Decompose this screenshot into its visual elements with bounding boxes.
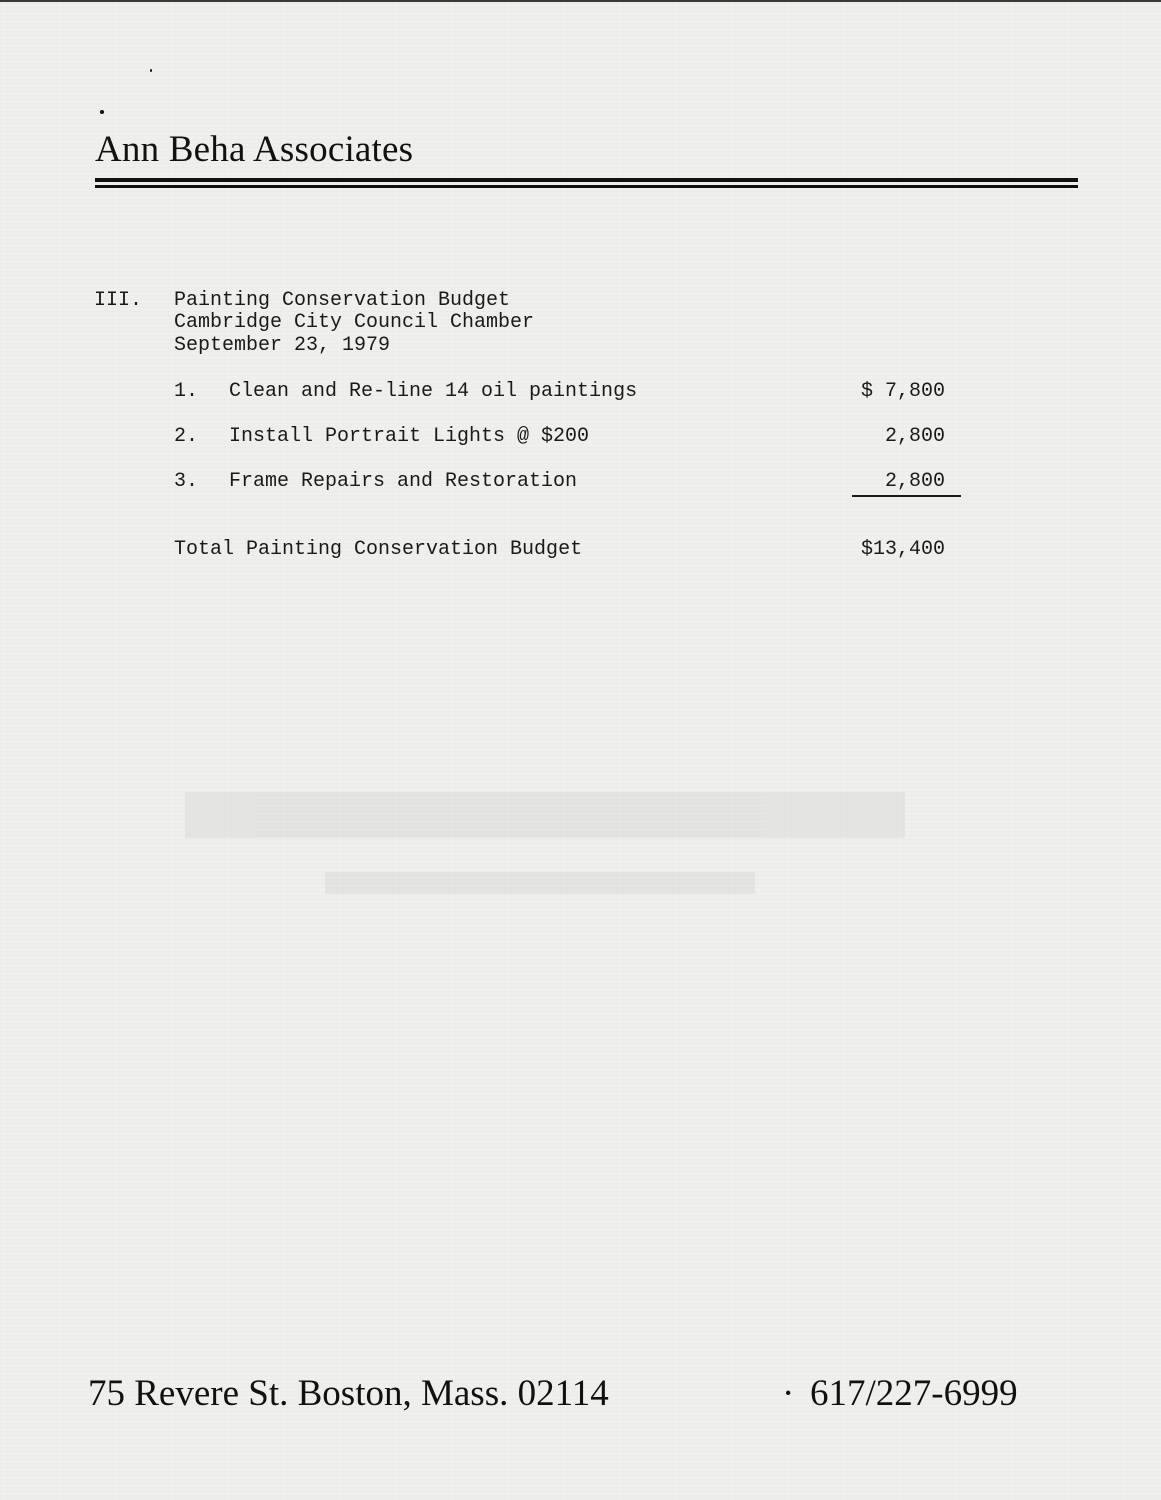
document-page <box>0 2 1161 1500</box>
section-date: September 23, 1979 <box>174 334 391 357</box>
letterhead-firm-name: Ann Beha Associates <box>95 129 414 170</box>
letterhead-rule-bottom <box>95 185 1078 188</box>
item-number: 2. <box>174 425 199 448</box>
section-number: III. <box>94 289 143 312</box>
item-description: Install Portrait Lights @ $200 <box>229 425 590 448</box>
paper-speck <box>100 110 104 114</box>
footer-separator: · <box>782 1373 795 1414</box>
section-title: Painting Conservation Budget <box>174 289 511 312</box>
letterhead-rule-top <box>95 178 1078 182</box>
bleed-through-shadow <box>175 772 955 932</box>
item-description: Frame Repairs and Restoration <box>229 470 578 493</box>
sum-underline <box>852 495 961 497</box>
footer-phone: 617/227-6999 <box>810 1373 1018 1414</box>
total-amount: $13,400 <box>860 538 945 561</box>
item-description: Clean and Re-line 14 oil paintings <box>229 380 638 403</box>
item-amount: 2,800 <box>884 425 945 448</box>
item-amount: $ 7,800 <box>860 380 945 403</box>
footer-address: 75 Revere St. Boston, Mass. 02114 <box>88 1373 609 1414</box>
item-number: 1. <box>174 380 199 403</box>
section-location: Cambridge City Council Chamber <box>174 311 535 334</box>
total-label: Total Painting Conservation Budget <box>174 538 583 561</box>
item-number: 3. <box>174 470 199 493</box>
paper-speck <box>150 69 152 72</box>
item-amount: 2,800 <box>884 470 945 493</box>
